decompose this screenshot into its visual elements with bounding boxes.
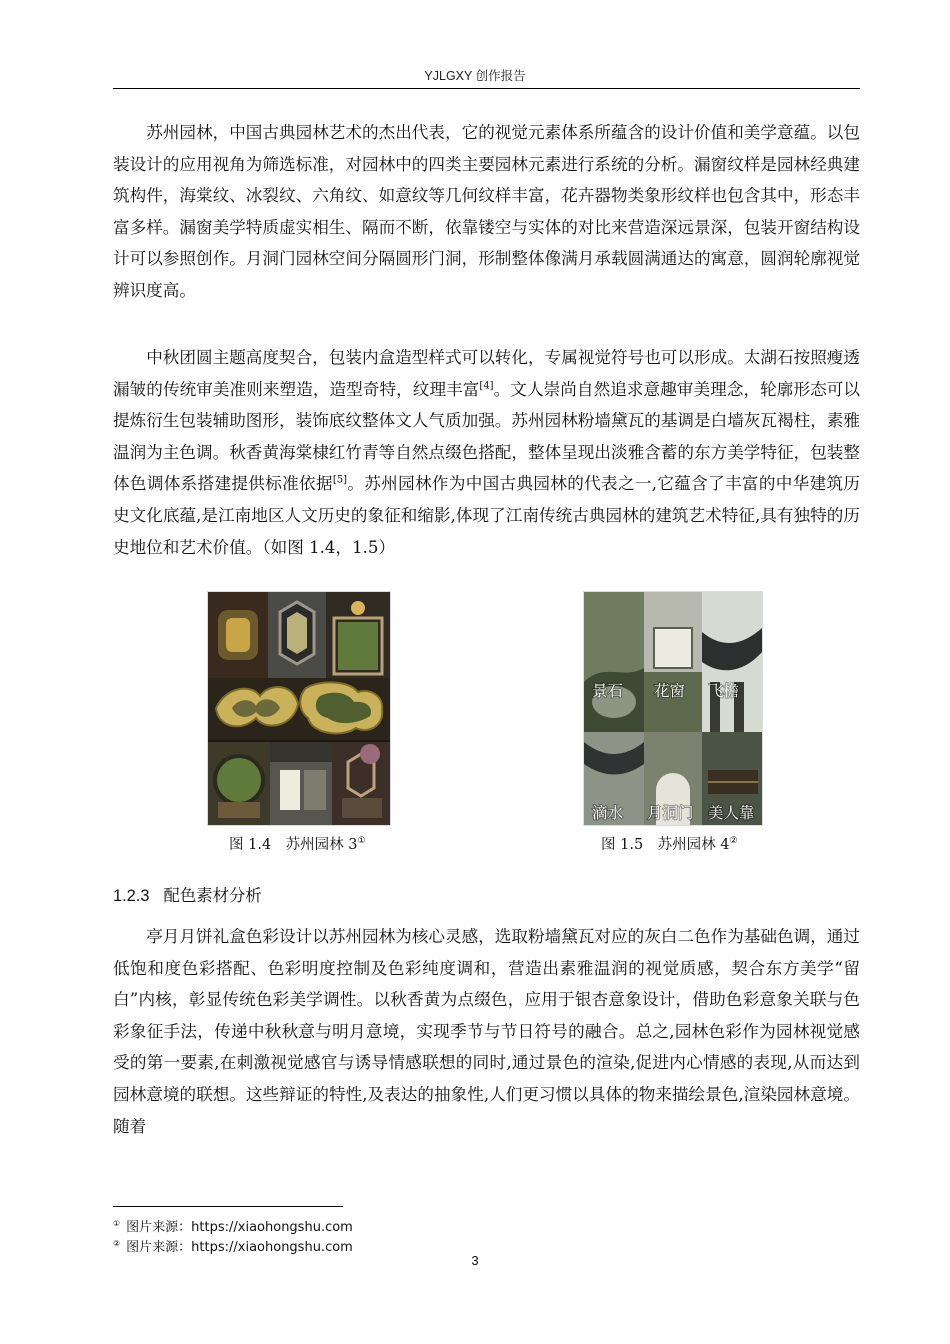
figure-label-jingshi: 景石 [592,682,624,700]
figure-1-4-caption [229,833,366,854]
figure-1-4-image [208,592,390,825]
citation-ref-5[interactable]: [5] [332,474,348,486]
section-heading [113,882,262,906]
caption-text: 图 1.4 苏州园林 3 [229,837,358,853]
page-number: 3 [471,1253,479,1268]
garden-architecture-collage-image [584,592,762,825]
caption-footnote-mark[interactable]: ② [729,836,738,847]
figure-1-5-caption [601,833,738,854]
body-paragraph-3: 亭月月饼礼盒色彩设计以苏州园林为核心灵感，选取粉墙黛瓦对应的灰白二色作为基础色调，通过低饱和度色彩搭配、色彩明度控制及色彩纯度调和，营造出素雅温润的视觉质感，契合东方美学“留白”内核，彰显传统色彩美学调性。以秋香黄为点缀色，应用于银杏意象设计，借助色彩意象关联与色彩象征手法，传递中秋秋意与明月意境，实现季节与节日符号的融合。总之,园林色彩作为园林视觉感受的第一要素,在刺激视觉感官与诱导情感联想的同时,通过景色的渲染,促进内心情感的表现,从而达到园林意境的联想。这些辩证的特性,及表达的抽象性,人们更习惯以具体的物来描绘景色,渲染园林意境。随着 [113,927,860,1136]
page-header-title: YJLGXY 创作报告 [424,69,526,83]
footnote-mark: ② [113,1238,121,1248]
footnote-1 [113,1216,353,1235]
caption-footnote-mark[interactable]: ① [357,836,366,847]
section-number: 1.2.3 [113,887,150,905]
paragraph-2-part-b: 。文人崇尚自然追求意趣审美理念，轮廓形态可以提炼衍生包装辅助图形，装饰底纹整体文人气质加强。苏州园林粉墙黛瓦的基调是白墙灰瓦褐柱，素雅温润为主色调。秋香黄海棠棣红竹青等自然点缀色搭配，整体呈现出淡雅含蓄的东方美学特征，包装整体色调体系搭建提供标准依据 [113,379,861,494]
figure-label-huachuang: 花窗 [654,682,686,700]
footnote-text[interactable]: 图片来源：https://xiaohongshu.com [126,1220,353,1235]
paragraph-2-part-c: 。苏州园林作为中国古典园林的代表之一,它蕴含了丰富的中华建筑历史文化底蕴,是江南地区人文历史的象征和缩影,体现了江南传统古典园林的建筑艺术特征,具有独特的历史地位和艺术价值。（如图 1.4，1.5） [113,474,860,557]
footnote-rule [113,1206,343,1207]
caption-text: 图 1.5 苏州园林 4 [601,837,730,853]
section-title: 配色素材分析 [163,886,262,905]
footnote-text[interactable]: 图片来源：https://xiaohongshu.com [126,1240,353,1255]
figure-label-meirenkao: 美人靠 [708,804,755,822]
footnote-mark: ① [113,1218,121,1228]
body-paragraph-1: 苏州园林，中国古典园林艺术的杰出代表，它的视觉元素体系所蕴含的设计价值和美学意蕴。以包装设计的应用视角为筛选标准，对园林中的四类主要园林元素进行系统的分析。漏窗纹样是园林经典建筑构件，海棠纹、冰裂纹、六角纹、如意纹等几何纹样丰富，花卉器物类象形纹样也包含其中，形态丰富多样。漏窗美学特质虚实相生、隔而不断，依靠镂空与实体的对比来营造深远景深，包装开窗结构设计可以参照创作。月洞门园林空间分隔圆形门洞，形制整体像满月承载圆满通达的寓意，圆润轮廓视觉辨识度高。 [113,123,860,300]
body-paragraph-2 [113,342,860,563]
figure-1-5-image [584,592,762,825]
header-rule [113,88,860,89]
figure-label-yuedongmen: 月洞门 [647,804,694,822]
citation-ref-4[interactable]: [4] [479,380,494,392]
garden-lattice-window-collage-image [208,592,390,825]
figure-label-feiyan: 飞檐 [708,682,740,700]
paragraph-2-part-a: 中秋团圆主题高度契合，包装内盒造型样式可以转化，专属视觉符号也可以形成。太湖石按照瘦透漏皱的传统审美准则来塑造，造型奇特，纹理丰富 [113,348,860,399]
figure-label-dishui: 滴水 [592,804,624,822]
